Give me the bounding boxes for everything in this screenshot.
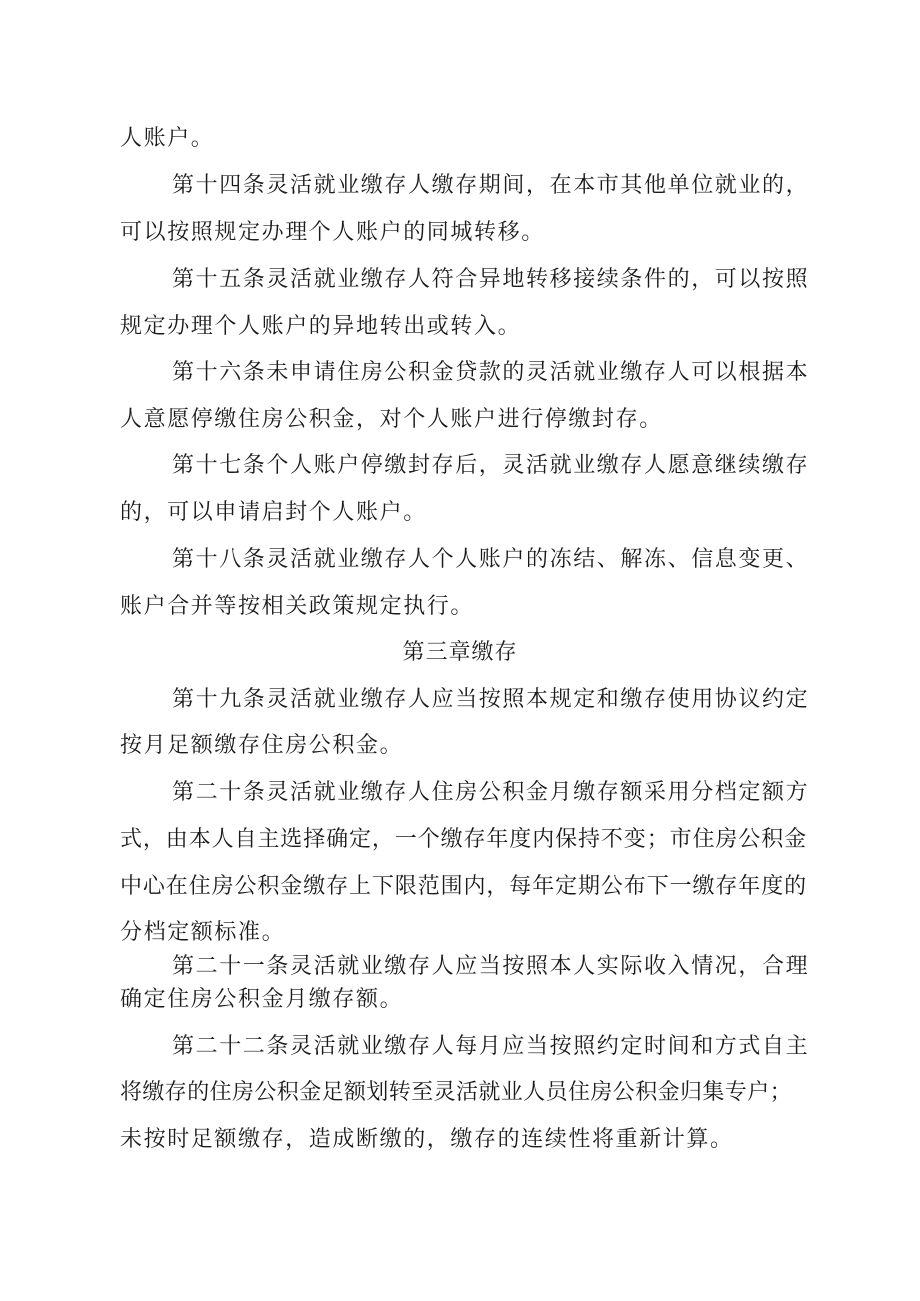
article-21-line-1: 第二十一条灵活就业缴存人应当按照本人实际收入情况，合理: [172, 954, 810, 979]
article-17-line-2: 的，可以申请启封个人账户。: [120, 500, 427, 525]
article-14-line-2: 可以按照规定办理个人账户的同城转移。: [120, 220, 545, 245]
article-18-line-1: 第十八条灵活就业缴存人个人账户的冻结、解冻、信息变更、: [172, 547, 810, 572]
article-17-line-1: 第十七条个人账户停缴封存后，灵活就业缴存人愿意继续缴存: [172, 453, 810, 478]
article-22-line-3: 未按时足额缴存，造成断缴的，缴存的连续性将重新计算。: [120, 1127, 734, 1152]
article-19-line-2: 按月足额缴存住房公积金。: [120, 733, 404, 758]
article-20-line-3: 中心在住房公积金缴存上下限范围内，每年定期公布下一缴存年度的: [120, 874, 808, 899]
article-22-line-1: 第二十二条灵活就业缴存人每月应当按照约定时间和方式自主: [172, 1034, 810, 1059]
article-16-line-1: 第十六条未申请住房公积金贷款的灵活就业缴存人可以根据本: [172, 360, 810, 385]
article-18-line-2: 账户合并等按相关政策规定执行。: [120, 594, 475, 619]
article-22-line-2: 将缴存的住房公积金足额划转至灵活就业人员住房公积金归集专户；: [120, 1080, 793, 1105]
article-20-line-1: 第二十条灵活就业缴存人住房公积金月缴存额采用分档定额方: [172, 780, 810, 805]
text-line: 人账户。: [120, 126, 215, 151]
article-14-line-1: 第十四条灵活就业缴存人缴存期间，在本市其他单位就业的，: [172, 173, 810, 198]
article-20-line-2: 式，由本人自主选择确定，一个缴存年度内保持不变；市住房公积金: [120, 827, 808, 852]
article-19-line-1: 第十九条灵活就业缴存人应当按照本规定和缴存使用协议约定: [172, 687, 810, 712]
article-15-line-2: 规定办理个人账户的异地转出或转入。: [120, 314, 522, 339]
article-21-line-2: 确定住房公积金月缴存额。: [120, 987, 404, 1012]
chapter-heading: 第三章缴存: [402, 640, 518, 665]
article-20-line-4: 分档定额标准。: [120, 920, 286, 945]
article-15-line-1: 第十五条灵活就业缴存人符合异地转移接续条件的，可以按照: [172, 267, 810, 292]
article-16-line-2: 人意愿停缴住房公积金，对个人账户进行停缴封存。: [120, 407, 663, 432]
